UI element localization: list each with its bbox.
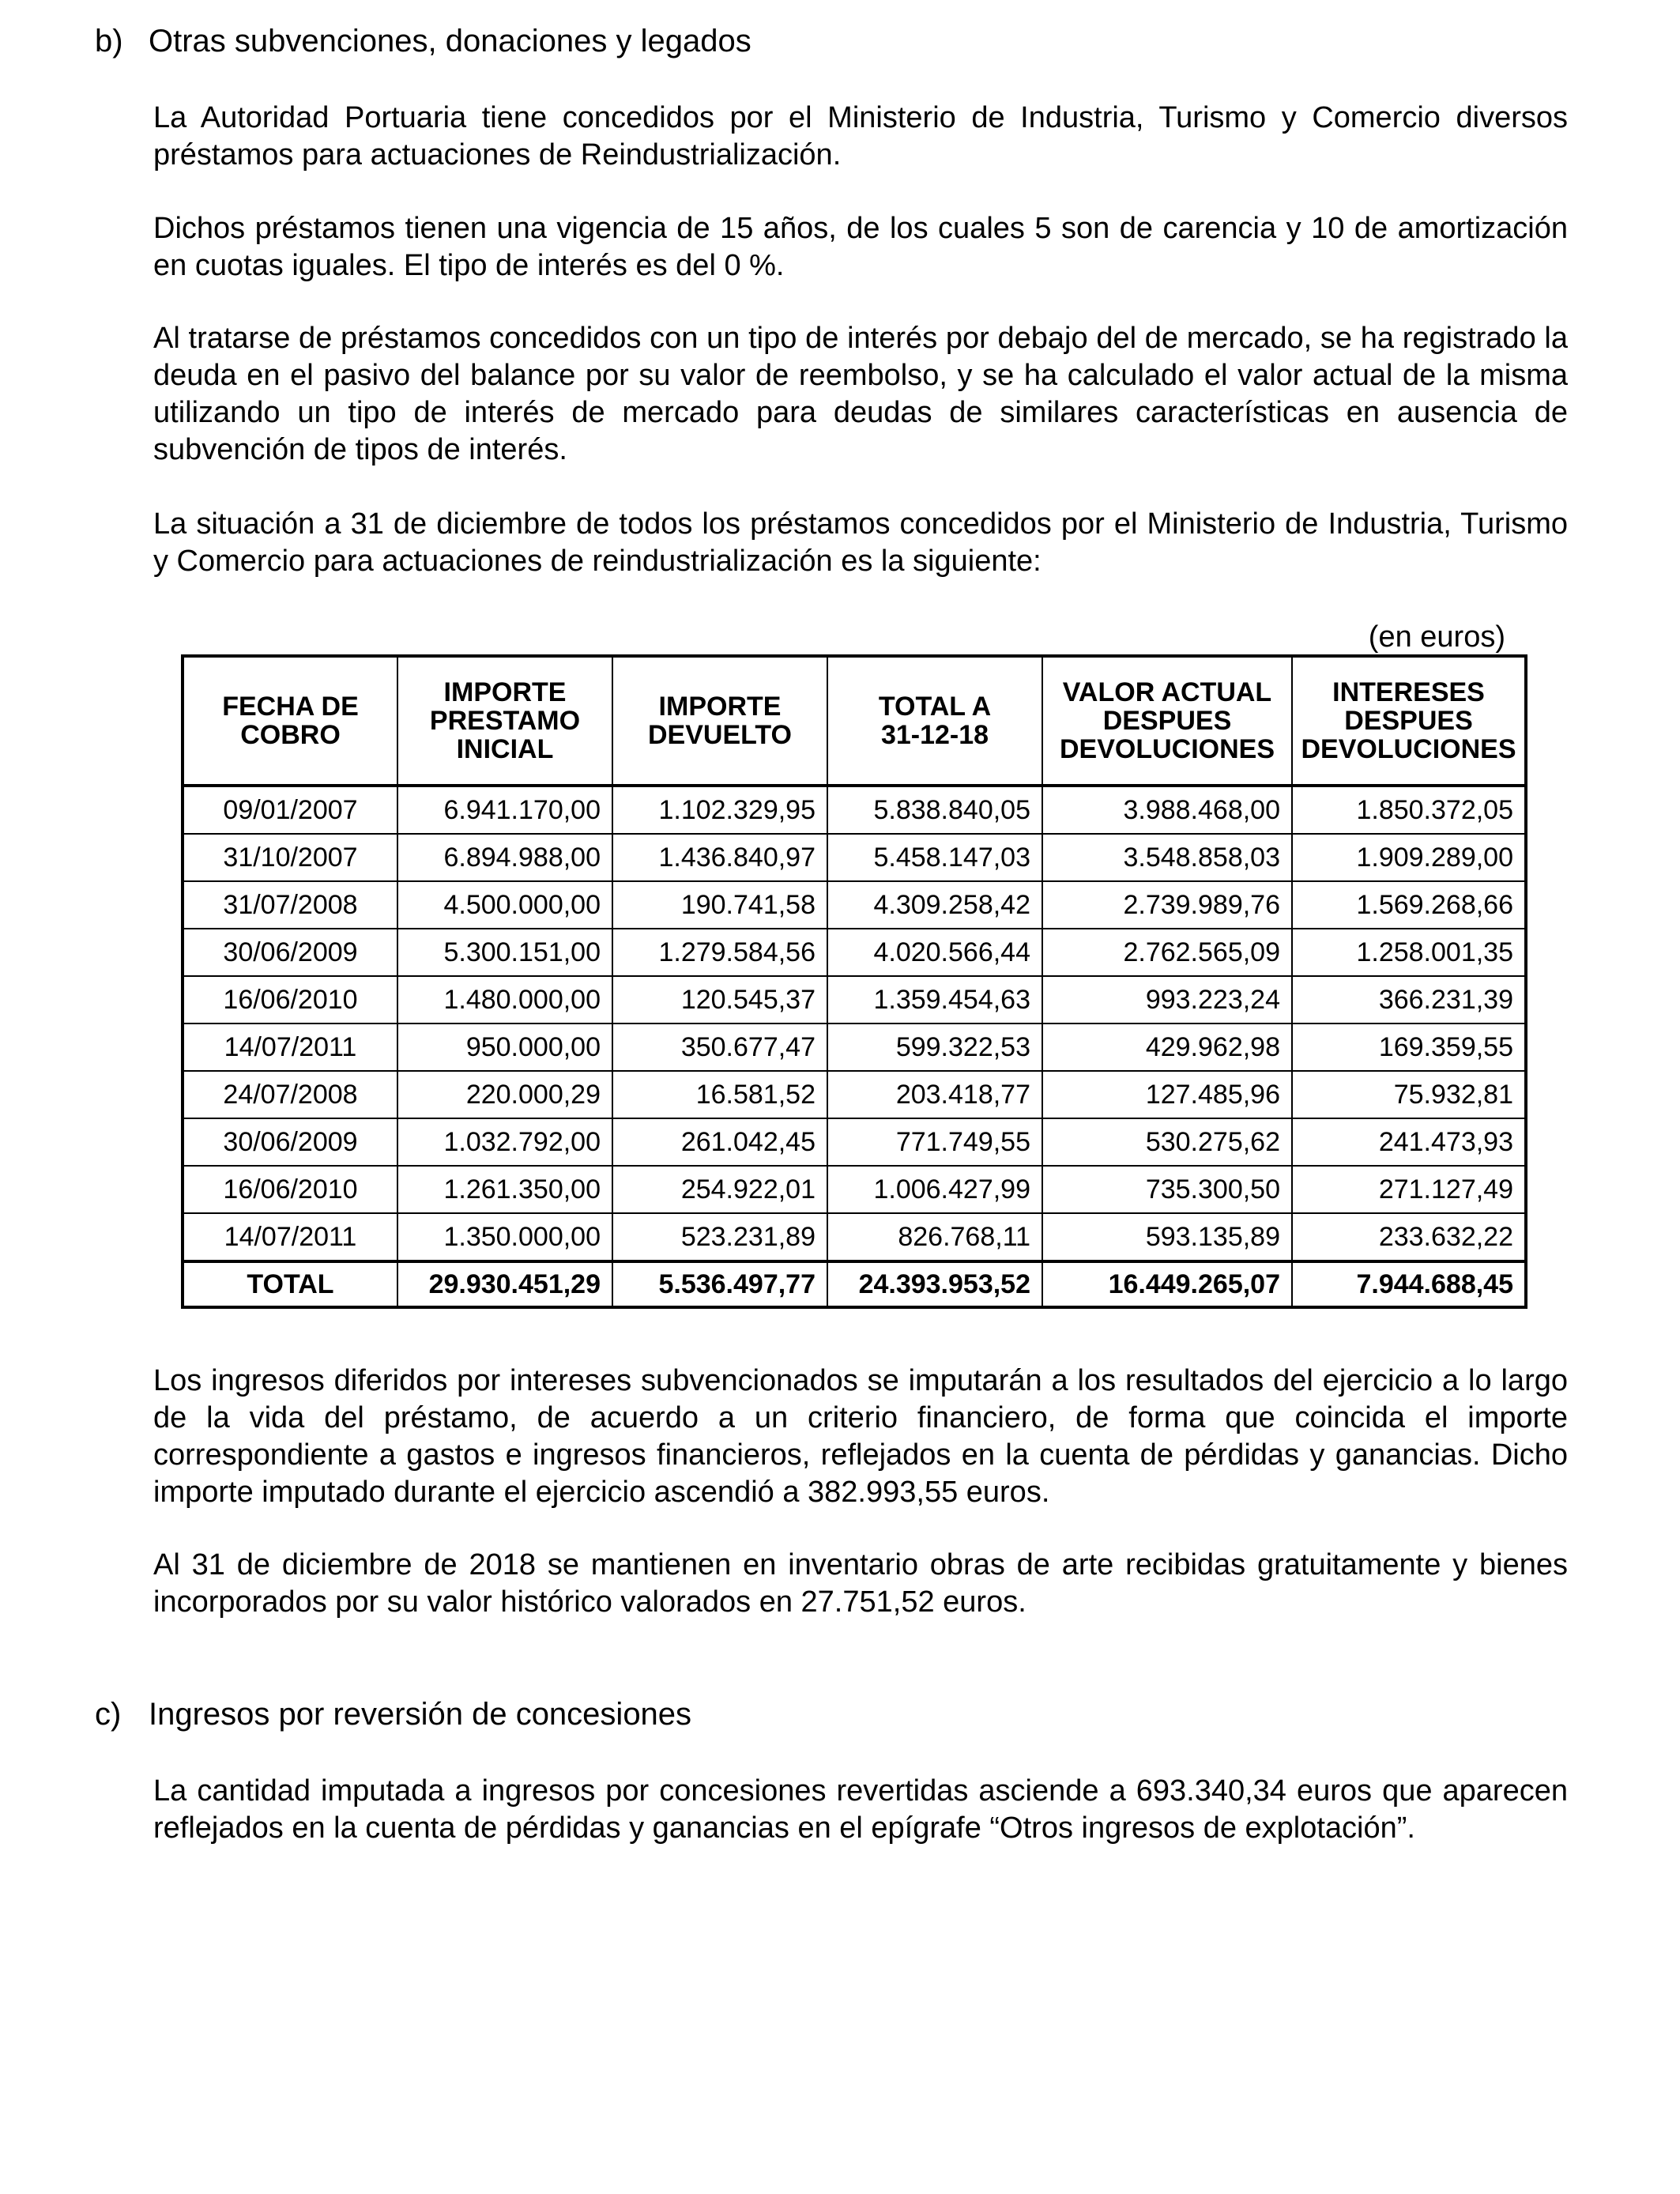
cell-importe-inicial: 5.300.151,00 [397, 929, 612, 976]
cell-importe-devuelto: 261.042,45 [612, 1118, 827, 1166]
section-c-letter: c) [95, 1697, 122, 1732]
cell-valor-actual: 993.223,24 [1042, 976, 1292, 1023]
cell-importe-inicial: 1.350.000,00 [397, 1213, 612, 1261]
cell-intereses: 241.473,93 [1292, 1118, 1526, 1166]
section-b-paragraph-2: Dichos préstamos tienen una vigencia de 15 años, de los cuales 5 son de carencia y 10 de amortización en cuotas iguales. El tipo de interés es del 0 %. [153, 212, 1568, 282]
header-importe-devuelto: IMPORTE DEVUELTO [612, 656, 827, 786]
total-importe-devuelto: 5.536.497,77 [612, 1261, 827, 1307]
table-row [183, 786, 1526, 834]
section-c-heading [95, 1695, 691, 1733]
cell-valor-actual: 2.762.565,09 [1042, 929, 1292, 976]
table-row [183, 1071, 1526, 1118]
cell-fecha-cobro: 30/06/2009 [183, 1118, 397, 1166]
cell-importe-devuelto: 1.436.840,97 [612, 834, 827, 881]
total-intereses: 7.944.688,45 [1292, 1261, 1526, 1307]
cell-importe-inicial: 6.894.988,00 [397, 834, 612, 881]
cell-importe-devuelto: 190.741,58 [612, 881, 827, 929]
header-fecha-cobro: FECHA DE COBRO [183, 656, 397, 786]
section-b-paragraph-1: La Autoridad Portuaria tiene concedidos por el Ministerio de Industria, Turismo y Comercio diversos préstamos para actuaciones de Reindustrialización. [153, 101, 1568, 172]
cell-intereses: 233.632,22 [1292, 1213, 1526, 1261]
cell-importe-devuelto: 254.922,01 [612, 1166, 827, 1213]
cell-total-a-31-12-18: 771.749,55 [827, 1118, 1042, 1166]
section-b-letter: b) [95, 24, 123, 58]
table-row [183, 1213, 1526, 1261]
cell-importe-devuelto: 350.677,47 [612, 1023, 827, 1071]
cell-total-a-31-12-18: 1.006.427,99 [827, 1166, 1042, 1213]
cell-valor-actual: 3.548.858,03 [1042, 834, 1292, 881]
total-a-31-12-18: 24.393.953,52 [827, 1261, 1042, 1307]
cell-importe-devuelto: 1.279.584,56 [612, 929, 827, 976]
cell-total-a-31-12-18: 599.322,53 [827, 1023, 1042, 1071]
cell-importe-devuelto: 120.545,37 [612, 976, 827, 1023]
cell-intereses: 366.231,39 [1292, 976, 1526, 1023]
table-total-row [183, 1261, 1526, 1307]
cell-total-a-31-12-18: 4.309.258,42 [827, 881, 1042, 929]
cell-total-a-31-12-18: 5.458.147,03 [827, 834, 1042, 881]
total-valor-actual: 16.449.265,07 [1042, 1261, 1292, 1307]
table-row [183, 1166, 1526, 1213]
table-row [183, 976, 1526, 1023]
section-b-after-paragraph-1: Los ingresos diferidos por intereses subvencionados se imputarán a los resultados del ejercicio a lo largo de la vida del préstamo, de acuerdo a un criterio financiero, de forma que coincida el importe correspondiente a gastos e ingresos financieros, reflejados en la cuenta de pérdidas y ganancias. Dicho importe imputado durante el ejercicio ascendió a 382.993,55 euros. [153, 1364, 1568, 1509]
cell-valor-actual: 2.739.989,76 [1042, 881, 1292, 929]
cell-intereses: 1.909.289,00 [1292, 834, 1526, 881]
cell-importe-inicial: 1.480.000,00 [397, 976, 612, 1023]
cell-importe-inicial: 1.032.792,00 [397, 1118, 612, 1166]
cell-importe-devuelto: 1.102.329,95 [612, 786, 827, 834]
cell-total-a-31-12-18: 5.838.840,05 [827, 786, 1042, 834]
table-row [183, 929, 1526, 976]
cell-importe-inicial: 220.000,29 [397, 1071, 612, 1118]
cell-importe-inicial: 4.500.000,00 [397, 881, 612, 929]
unit-note: (en euros) [1368, 620, 1505, 654]
cell-fecha-cobro: 31/10/2007 [183, 834, 397, 881]
total-importe-inicial: 29.930.451,29 [397, 1261, 612, 1307]
cell-importe-devuelto: 523.231,89 [612, 1213, 827, 1261]
cell-fecha-cobro: 31/07/2008 [183, 881, 397, 929]
cell-total-a-31-12-18: 203.418,77 [827, 1071, 1042, 1118]
cell-intereses: 75.932,81 [1292, 1071, 1526, 1118]
cell-valor-actual: 127.485,96 [1042, 1071, 1292, 1118]
cell-intereses: 1.569.268,66 [1292, 881, 1526, 929]
cell-total-a-31-12-18: 826.768,11 [827, 1213, 1042, 1261]
cell-intereses: 1.258.001,35 [1292, 929, 1526, 976]
cell-valor-actual: 429.962,98 [1042, 1023, 1292, 1071]
section-c-title: Ingresos por reversión de concesiones [149, 1697, 692, 1732]
table-row [183, 1118, 1526, 1166]
section-b-paragraph-3: Al tratarse de préstamos concedidos con un tipo de interés por debajo del de mercado, se ha registrado la deuda en el pasivo del balance por su valor de reembolso, y se ha calculado el valor actual de la misma utilizando un tipo de interés de mercado para deudas de similares características en ausencia de subvención de tipos de interés. [153, 322, 1568, 466]
cell-fecha-cobro: 14/07/2011 [183, 1023, 397, 1071]
cell-importe-inicial: 1.261.350,00 [397, 1166, 612, 1213]
cell-fecha-cobro: 30/06/2009 [183, 929, 397, 976]
table-row [183, 1023, 1526, 1071]
table-header-row [183, 656, 1526, 786]
cell-valor-actual: 530.275,62 [1042, 1118, 1292, 1166]
header-intereses-despues: INTERESES DESPUES DEVOLUCIONES [1292, 656, 1526, 786]
header-importe-prestamo-inicial: IMPORTE PRESTAMO INICIAL [397, 656, 612, 786]
section-c-paragraph: La cantidad imputada a ingresos por concesiones revertidas asciende a 693.340,34 euros que aparecen reflejados en la cuenta de pérdidas y ganancias en el epígrafe “Otros ingresos de explotación”. [153, 1774, 1568, 1845]
header-valor-actual: VALOR ACTUAL DESPUES DEVOLUCIONES [1042, 656, 1292, 786]
cell-importe-inicial: 950.000,00 [397, 1023, 612, 1071]
section-b-paragraph-4: La situación a 31 de diciembre de todos los préstamos concedidos por el Ministerio de Industria, Turismo y Comercio para actuaciones de reindustrialización es la siguiente: [153, 507, 1568, 578]
cell-fecha-cobro: 16/06/2010 [183, 1166, 397, 1213]
cell-valor-actual: 735.300,50 [1042, 1166, 1292, 1213]
table-row [183, 881, 1526, 929]
cell-fecha-cobro: 16/06/2010 [183, 976, 397, 1023]
section-b-heading [95, 22, 751, 60]
cell-intereses: 271.127,49 [1292, 1166, 1526, 1213]
cell-fecha-cobro: 24/07/2008 [183, 1071, 397, 1118]
cell-intereses: 169.359,55 [1292, 1023, 1526, 1071]
loans-table [181, 654, 1527, 1309]
section-b-after-paragraph-2: Al 31 de diciembre de 2018 se mantienen en inventario obras de arte recibidas gratuitamente y bienes incorporados por su valor histórico valorados en 27.751,52 euros. [153, 1548, 1568, 1619]
cell-fecha-cobro: 14/07/2011 [183, 1213, 397, 1261]
header-total-a-31-12-18: TOTAL A 31-12-18 [827, 656, 1042, 786]
cell-importe-inicial: 6.941.170,00 [397, 786, 612, 834]
section-b-title: Otras subvenciones, donaciones y legados [149, 24, 751, 58]
table-row [183, 834, 1526, 881]
cell-total-a-31-12-18: 4.020.566,44 [827, 929, 1042, 976]
cell-valor-actual: 3.988.468,00 [1042, 786, 1292, 834]
cell-valor-actual: 593.135,89 [1042, 1213, 1292, 1261]
total-label: TOTAL [183, 1261, 397, 1307]
cell-intereses: 1.850.372,05 [1292, 786, 1526, 834]
cell-importe-devuelto: 16.581,52 [612, 1071, 827, 1118]
cell-total-a-31-12-18: 1.359.454,63 [827, 976, 1042, 1023]
cell-fecha-cobro: 09/01/2007 [183, 786, 397, 834]
